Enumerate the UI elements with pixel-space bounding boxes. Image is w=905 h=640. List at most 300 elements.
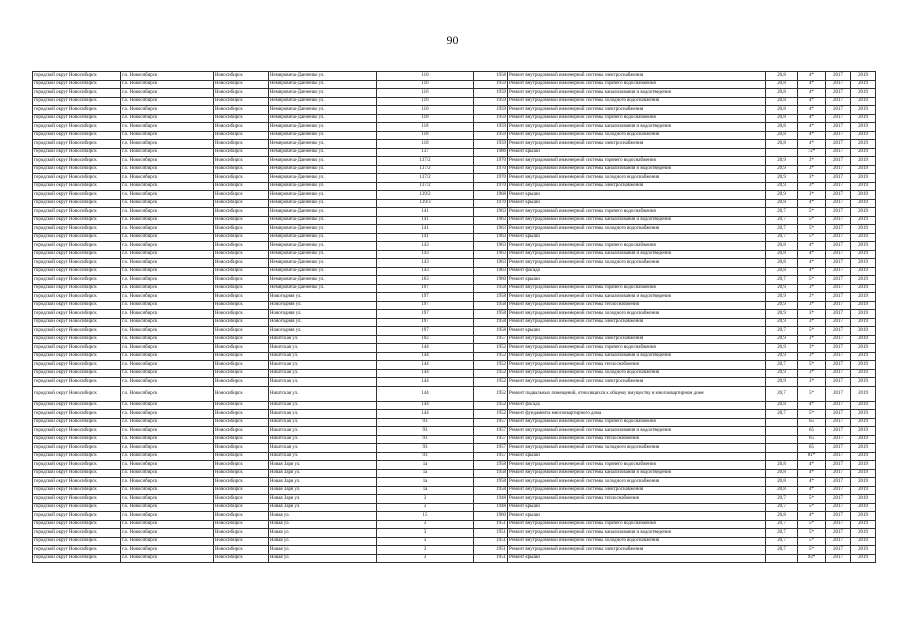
district-cell: городской округ Новосибирск	[33, 276, 121, 285]
work-type-cell: Ремонт внутридомовой инженерной системы канализования и водоотведения	[508, 293, 766, 302]
street-cell: Немировича-Данченко ул.	[269, 157, 377, 166]
table-row	[33, 165, 876, 174]
cost-cell	[766, 427, 798, 436]
house-number-cell: 197	[377, 310, 474, 319]
city-cell: Новосибирск	[214, 427, 269, 436]
street-cell: Немировича-Данченко ул.	[269, 182, 377, 191]
municipality-cell: г.о. Новосибирск	[121, 259, 214, 268]
build-year-cell: 1958	[474, 310, 508, 319]
work-type-cell: Ремонт внутридомовой инженерной системы канализования и водоотведения	[508, 427, 766, 436]
house-number-cell: 137/2	[377, 157, 474, 166]
work-type-cell: Ремонт внутридомовой инженерной системы канализования и водоотведения	[508, 529, 766, 538]
table-row	[33, 250, 876, 259]
cost-cell: 20,9	[766, 344, 798, 353]
work-type-cell: Ремонт внутридомовой инженерной системы горячего водоснабжения	[508, 114, 766, 123]
cost-cell: 20,8	[766, 97, 798, 106]
house-number-cell: 3	[377, 537, 474, 546]
city-cell: Новосибирск	[214, 344, 269, 353]
house-number-cell: 3	[377, 520, 474, 529]
house-number-cell: 197	[377, 284, 474, 293]
start-year-cell: 2017	[826, 267, 851, 276]
start-year-cell: 2017	[826, 114, 851, 123]
house-number-cell: 141	[377, 216, 474, 225]
work-type-cell: Ремонт внутридомовой инженерной системы теплоснабжения	[508, 435, 766, 444]
end-year-cell: 2019	[851, 478, 876, 487]
work-type-cell: Ремонт крыши	[508, 327, 766, 336]
street-cell: Новая Заря ул.	[269, 503, 377, 512]
house-number-cell: 118	[377, 140, 474, 149]
build-year-cell: 1959	[474, 123, 508, 132]
street-cell: Немировича-Данченко ул.	[269, 225, 377, 234]
table-row	[33, 495, 876, 504]
cost-cell: 20,8	[766, 250, 798, 259]
end-year-cell: 2019	[851, 361, 876, 370]
municipality-cell: г.о. Новосибирск	[121, 386, 214, 401]
work-type-cell: Ремонт крыши	[508, 233, 766, 242]
build-year-cell: 1957	[474, 335, 508, 344]
house-number-cell: 143	[377, 267, 474, 276]
build-year-cell: 1963	[474, 225, 508, 234]
start-year-cell: 2017	[826, 427, 851, 436]
build-year-cell: 1970	[474, 182, 508, 191]
end-year-cell: 2019	[851, 486, 876, 495]
build-year-cell: 1957	[474, 444, 508, 453]
build-year-cell: 1958	[474, 461, 508, 470]
category-cell: 4*	[798, 97, 826, 106]
district-cell: городской округ Новосибирск	[33, 503, 121, 512]
category-cell: 4*	[798, 140, 826, 149]
city-cell: Новосибирск	[214, 301, 269, 310]
end-year-cell: 2019	[851, 401, 876, 410]
build-year-cell: 1952	[474, 352, 508, 361]
city-cell: Новосибирск	[214, 80, 269, 89]
street-cell: Немировича-Данченко ул.	[269, 106, 377, 115]
city-cell: Новосибирск	[214, 369, 269, 378]
build-year-cell: 1957	[474, 435, 508, 444]
street-cell: Ништская ул.	[269, 410, 377, 419]
work-type-cell: Ремонт внутридомовой инженерной системы канализования и водоотведения	[508, 165, 766, 174]
cost-cell: 20,8	[766, 469, 798, 478]
work-type-cell: Ремонт внутридомовой инженерной системы электроснабжения	[508, 335, 766, 344]
street-cell: Немировича-Данченко ул.	[269, 276, 377, 285]
start-year-cell: 2017	[826, 352, 851, 361]
street-cell: Ништская ул.	[269, 427, 377, 436]
table-row	[33, 529, 876, 538]
cost-cell	[766, 444, 798, 453]
municipality-cell: г.о. Новосибирск	[121, 284, 214, 293]
end-year-cell: 2019	[851, 216, 876, 225]
end-year-cell: 2019	[851, 520, 876, 529]
end-year-cell: 2019	[851, 242, 876, 251]
street-cell: Ништская ул.	[269, 401, 377, 410]
build-year-cell: 1963	[474, 250, 508, 259]
district-cell: городской округ Новосибирск	[33, 512, 121, 521]
cost-cell: 20,7	[766, 386, 798, 401]
build-year-cell: 1957	[474, 418, 508, 427]
cost-cell: 20,9	[766, 182, 798, 191]
street-cell: Новогодняя ул.	[269, 318, 377, 327]
cost-cell: 20,9	[766, 174, 798, 183]
house-number-cell: 143	[377, 242, 474, 251]
category-cell: 65	[798, 427, 826, 436]
cost-cell: 20,7	[766, 276, 798, 285]
city-cell: Новосибирск	[214, 520, 269, 529]
start-year-cell: 2017	[826, 123, 851, 132]
table-row	[33, 259, 876, 268]
street-cell: Ништская ул.	[269, 386, 377, 401]
start-year-cell: 2017	[826, 140, 851, 149]
work-type-cell: Ремонт внутридомовой инженерной системы горячего водоснабжения	[508, 418, 766, 427]
street-cell: Немировича-Данченко ул.	[269, 199, 377, 208]
city-cell: Новосибирск	[214, 401, 269, 410]
work-type-cell: Ремонт внутридомовой инженерной системы холодного водоснабжения	[508, 97, 766, 106]
house-number-cell: 3	[377, 529, 474, 538]
end-year-cell: 2019	[851, 148, 876, 157]
city-cell: Новосибирск	[214, 293, 269, 302]
municipality-cell: г.о. Новосибирск	[121, 478, 214, 487]
street-cell: Ништская ул.	[269, 435, 377, 444]
district-cell: городской округ Новосибирск	[33, 327, 121, 336]
end-year-cell: 2019	[851, 452, 876, 461]
table-row	[33, 469, 876, 478]
district-cell: городской округ Новосибирск	[33, 233, 121, 242]
table-row	[33, 301, 876, 310]
table-row	[33, 131, 876, 140]
house-number-cell: 116	[377, 89, 474, 98]
start-year-cell: 2017	[826, 191, 851, 200]
house-number-cell: 137	[377, 148, 474, 157]
district-cell: городской округ Новосибирск	[33, 529, 121, 538]
city-cell: Новосибирск	[214, 250, 269, 259]
district-cell: городской округ Новосибирск	[33, 267, 121, 276]
work-type-cell: Ремонт крыши	[508, 452, 766, 461]
build-year-cell: 1958	[474, 293, 508, 302]
street-cell: Немировича-Данченко ул.	[269, 242, 377, 251]
work-type-cell: Ремонт крыши	[508, 191, 766, 200]
build-year-cell: 1963	[474, 242, 508, 251]
end-year-cell: 2019	[851, 327, 876, 336]
cost-cell: 20,8	[766, 106, 798, 115]
municipality-cell: г.о. Новосибирск	[121, 378, 214, 387]
cost-cell: 20,7	[766, 225, 798, 234]
start-year-cell: 2017	[826, 318, 851, 327]
work-type-cell: Ремонт внутридомовой инженерной системы горячего водоснабжения	[508, 80, 766, 89]
end-year-cell: 2019	[851, 140, 876, 149]
table-row	[33, 157, 876, 166]
cost-cell: 20,7	[766, 529, 798, 538]
house-number-cell: 15	[377, 512, 474, 521]
house-number-cell: 102	[377, 335, 474, 344]
table-row	[33, 361, 876, 370]
house-number-cell: 93	[377, 435, 474, 444]
table-row	[33, 97, 876, 106]
street-cell: Ништская ул.	[269, 444, 377, 453]
municipality-cell: г.о. Новосибирск	[121, 174, 214, 183]
category-cell: 5*	[798, 327, 826, 336]
table-row	[33, 386, 876, 401]
municipality-cell: г.о. Новосибирск	[121, 435, 214, 444]
start-year-cell: 2017	[826, 199, 851, 208]
municipality-cell: г.о. Новосибирск	[121, 97, 214, 106]
build-year-cell: 1963	[474, 233, 508, 242]
end-year-cell: 2019	[851, 386, 876, 401]
table-row	[33, 452, 876, 461]
table-row	[33, 512, 876, 521]
house-number-cell: 139/2	[377, 191, 474, 200]
work-type-cell: Ремонт внутридомовой инженерной системы канализования и водоотведения	[508, 89, 766, 98]
district-cell: городской округ Новосибирск	[33, 242, 121, 251]
municipality-cell: г.о. Новосибирск	[121, 106, 214, 115]
municipality-cell: г.о. Новосибирск	[121, 123, 214, 132]
start-year-cell: 2017	[826, 478, 851, 487]
street-cell: Новая Заря ул.	[269, 478, 377, 487]
category-cell: 65	[798, 435, 826, 444]
district-cell: городской округ Новосибирск	[33, 435, 121, 444]
work-type-cell: Ремонт фасада	[508, 401, 766, 410]
district-cell: городской округ Новосибирск	[33, 174, 121, 183]
house-number-cell: 139/3	[377, 199, 474, 208]
build-year-cell: 1952	[474, 378, 508, 387]
start-year-cell: 2017	[826, 386, 851, 401]
table-row	[33, 327, 876, 336]
table-row	[33, 199, 876, 208]
city-cell: Новосибирск	[214, 310, 269, 319]
municipality-cell: г.о. Новосибирск	[121, 165, 214, 174]
build-year-cell: 1963	[474, 208, 508, 217]
cost-cell: 20,9	[766, 165, 798, 174]
build-year-cell: 1958	[474, 469, 508, 478]
table-row	[33, 335, 876, 344]
municipality-cell: г.о. Новосибирск	[121, 318, 214, 327]
house-number-cell: 163	[377, 276, 474, 285]
work-type-cell: Ремонт внутридомовой инженерной системы электроснабжения	[508, 106, 766, 115]
table-row	[33, 427, 876, 436]
category-cell: 3*	[798, 191, 826, 200]
end-year-cell: 2019	[851, 344, 876, 353]
house-number-cell: 118	[377, 114, 474, 123]
district-cell: городской округ Новосибирск	[33, 361, 121, 370]
city-cell: Новосибирск	[214, 327, 269, 336]
work-type-cell: Ремонт внутридомовой инженерной системы электроснабжения	[508, 72, 766, 81]
cost-cell: 20,7	[766, 503, 798, 512]
category-cell: 3*	[798, 369, 826, 378]
table-row	[33, 503, 876, 512]
cost-cell: 20,8	[766, 80, 798, 89]
start-year-cell: 2017	[826, 435, 851, 444]
district-cell: городской округ Новосибирск	[33, 284, 121, 293]
work-type-cell: Ремонт крыши	[508, 503, 766, 512]
municipality-cell: г.о. Новосибирск	[121, 352, 214, 361]
category-cell: 5*	[798, 225, 826, 234]
street-cell: Новая ул.	[269, 546, 377, 555]
city-cell: Новосибирск	[214, 554, 269, 563]
municipality-cell: г.о. Новосибирск	[121, 503, 214, 512]
table-row	[33, 174, 876, 183]
house-number-cell: 3	[377, 546, 474, 555]
start-year-cell: 2017	[826, 225, 851, 234]
category-cell: 5*	[798, 495, 826, 504]
city-cell: Новосибирск	[214, 461, 269, 470]
municipality-cell: г.о. Новосибирск	[121, 512, 214, 521]
category-cell: 5*	[798, 529, 826, 538]
start-year-cell: 2017	[826, 378, 851, 387]
cost-cell: 20,8	[766, 140, 798, 149]
house-number-cell: 144	[377, 410, 474, 419]
district-cell: городской округ Новосибирск	[33, 140, 121, 149]
page-number: 90	[446, 33, 459, 47]
start-year-cell: 2017	[826, 327, 851, 336]
city-cell: Новосибирск	[214, 259, 269, 268]
cost-cell: 20,9	[766, 335, 798, 344]
category-cell: 3*	[798, 182, 826, 191]
build-year-cell: 1959	[474, 131, 508, 140]
street-cell: Новая ул.	[269, 537, 377, 546]
street-cell: Ништская ул.	[269, 369, 377, 378]
street-cell: Ништская ул.	[269, 352, 377, 361]
municipality-cell: г.о. Новосибирск	[121, 418, 214, 427]
work-type-cell: Ремонт внутридомовой инженерной системы электроснабжения	[508, 486, 766, 495]
end-year-cell: 2019	[851, 284, 876, 293]
house-number-cell: 144	[377, 344, 474, 353]
work-type-cell: Ремонт подвальных помещений, относящихся к общему имуществу в многоквартирном доме	[508, 386, 766, 401]
end-year-cell: 2019	[851, 378, 876, 387]
build-year-cell: 1958	[474, 72, 508, 81]
table-row	[33, 352, 876, 361]
street-cell: Новая Заря ул.	[269, 469, 377, 478]
start-year-cell: 2017	[826, 284, 851, 293]
cost-cell: 20,8	[766, 199, 798, 208]
street-cell: Немировича-Данченко ул.	[269, 216, 377, 225]
end-year-cell: 2019	[851, 114, 876, 123]
city-cell: Новосибирск	[214, 378, 269, 387]
capital-repair-table	[32, 71, 876, 563]
category-cell: 4*	[798, 199, 826, 208]
work-type-cell: Ремонт крыши	[508, 148, 766, 157]
category-cell: 65	[798, 418, 826, 427]
table-row	[33, 106, 876, 115]
category-cell: 93*	[798, 554, 826, 563]
municipality-cell: г.о. Новосибирск	[121, 182, 214, 191]
municipality-cell: г.о. Новосибирск	[121, 276, 214, 285]
end-year-cell: 2019	[851, 259, 876, 268]
start-year-cell: 2017	[826, 537, 851, 546]
end-year-cell: 2019	[851, 301, 876, 310]
category-cell: 4*	[798, 461, 826, 470]
house-number-cell: 1а	[377, 486, 474, 495]
house-number-cell: 197	[377, 301, 474, 310]
build-year-cell: 1951	[474, 520, 508, 529]
category-cell: 5*	[798, 410, 826, 419]
street-cell: Новая ул.	[269, 520, 377, 529]
house-number-cell: 116	[377, 80, 474, 89]
district-cell: городской округ Новосибирск	[33, 486, 121, 495]
district-cell: городской округ Новосибирск	[33, 293, 121, 302]
house-number-cell: 197	[377, 293, 474, 302]
table-body	[33, 72, 876, 563]
house-number-cell: 141	[377, 225, 474, 234]
municipality-cell: г.о. Новосибирск	[121, 486, 214, 495]
category-cell: 3*	[798, 352, 826, 361]
cost-cell: 20,9	[766, 352, 798, 361]
city-cell: Новосибирск	[214, 276, 269, 285]
district-cell: городской округ Новосибирск	[33, 199, 121, 208]
build-year-cell: 1963	[474, 216, 508, 225]
city-cell: Новосибирск	[214, 267, 269, 276]
district-cell: городской округ Новосибирск	[33, 495, 121, 504]
work-type-cell: Ремонт фундамента многоквартирного дома	[508, 410, 766, 419]
start-year-cell: 2017	[826, 495, 851, 504]
work-type-cell: Ремонт внутридомовой инженерной системы холодного водоснабжения	[508, 225, 766, 234]
cost-cell: 20,7	[766, 537, 798, 546]
city-cell: Новосибирск	[214, 529, 269, 538]
table-row	[33, 418, 876, 427]
cost-cell: 20,8	[766, 131, 798, 140]
district-cell: городской округ Новосибирск	[33, 537, 121, 546]
category-cell: 4*	[798, 478, 826, 487]
start-year-cell: 2017	[826, 520, 851, 529]
table-row	[33, 537, 876, 546]
category-cell: 3*	[798, 165, 826, 174]
house-number-cell: 144	[377, 386, 474, 401]
city-cell: Новосибирск	[214, 174, 269, 183]
municipality-cell: г.о. Новосибирск	[121, 72, 214, 81]
build-year-cell: 1970	[474, 199, 508, 208]
municipality-cell: г.о. Новосибирск	[121, 191, 214, 200]
house-number-cell: 118	[377, 131, 474, 140]
cost-cell: 20,8	[766, 259, 798, 268]
work-type-cell: Ремонт внутридомовой инженерной системы теплоснабжения	[508, 495, 766, 504]
district-cell: городской округ Новосибирск	[33, 418, 121, 427]
cost-cell: 20,8	[766, 123, 798, 132]
district-cell: городской округ Новосибирск	[33, 123, 121, 132]
start-year-cell: 2017	[826, 80, 851, 89]
category-cell: 3*	[798, 284, 826, 293]
category-cell: 3*	[798, 301, 826, 310]
street-cell: Ништская ул.	[269, 378, 377, 387]
build-year-cell: 1952	[474, 369, 508, 378]
district-cell: городской округ Новосибирск	[33, 106, 121, 115]
build-year-cell: 1951	[474, 529, 508, 538]
district-cell: городской округ Новосибирск	[33, 352, 121, 361]
start-year-cell: 2017	[826, 361, 851, 370]
category-cell: 81*	[798, 452, 826, 461]
municipality-cell: г.о. Новосибирск	[121, 554, 214, 563]
end-year-cell: 2019	[851, 310, 876, 319]
house-number-cell: 118	[377, 123, 474, 132]
work-type-cell: Ремонт внутридомовой инженерной системы горячего водоснабжения	[508, 461, 766, 470]
street-cell: Новогодняя ул.	[269, 327, 377, 336]
build-year-cell: 1951	[474, 554, 508, 563]
city-cell: Новосибирск	[214, 512, 269, 521]
end-year-cell: 2019	[851, 512, 876, 521]
cost-cell: 20,7	[766, 233, 798, 242]
table-row	[33, 478, 876, 487]
work-type-cell: Ремонт внутридомовой инженерной системы холодного водоснабжения	[508, 478, 766, 487]
end-year-cell: 2019	[851, 199, 876, 208]
municipality-cell: г.о. Новосибирск	[121, 114, 214, 123]
cost-cell: 20,7	[766, 520, 798, 529]
work-type-cell: Ремонт внутридомовой инженерной системы холодного водоснабжения	[508, 310, 766, 319]
build-year-cell: 1970	[474, 157, 508, 166]
start-year-cell: 2017	[826, 401, 851, 410]
house-number-cell: 1а	[377, 461, 474, 470]
build-year-cell: 1948	[474, 495, 508, 504]
cost-cell: 20,8	[766, 242, 798, 251]
city-cell: Новосибирск	[214, 444, 269, 453]
category-cell: 3*	[798, 318, 826, 327]
cost-cell: 20,7	[766, 495, 798, 504]
end-year-cell: 2019	[851, 352, 876, 361]
